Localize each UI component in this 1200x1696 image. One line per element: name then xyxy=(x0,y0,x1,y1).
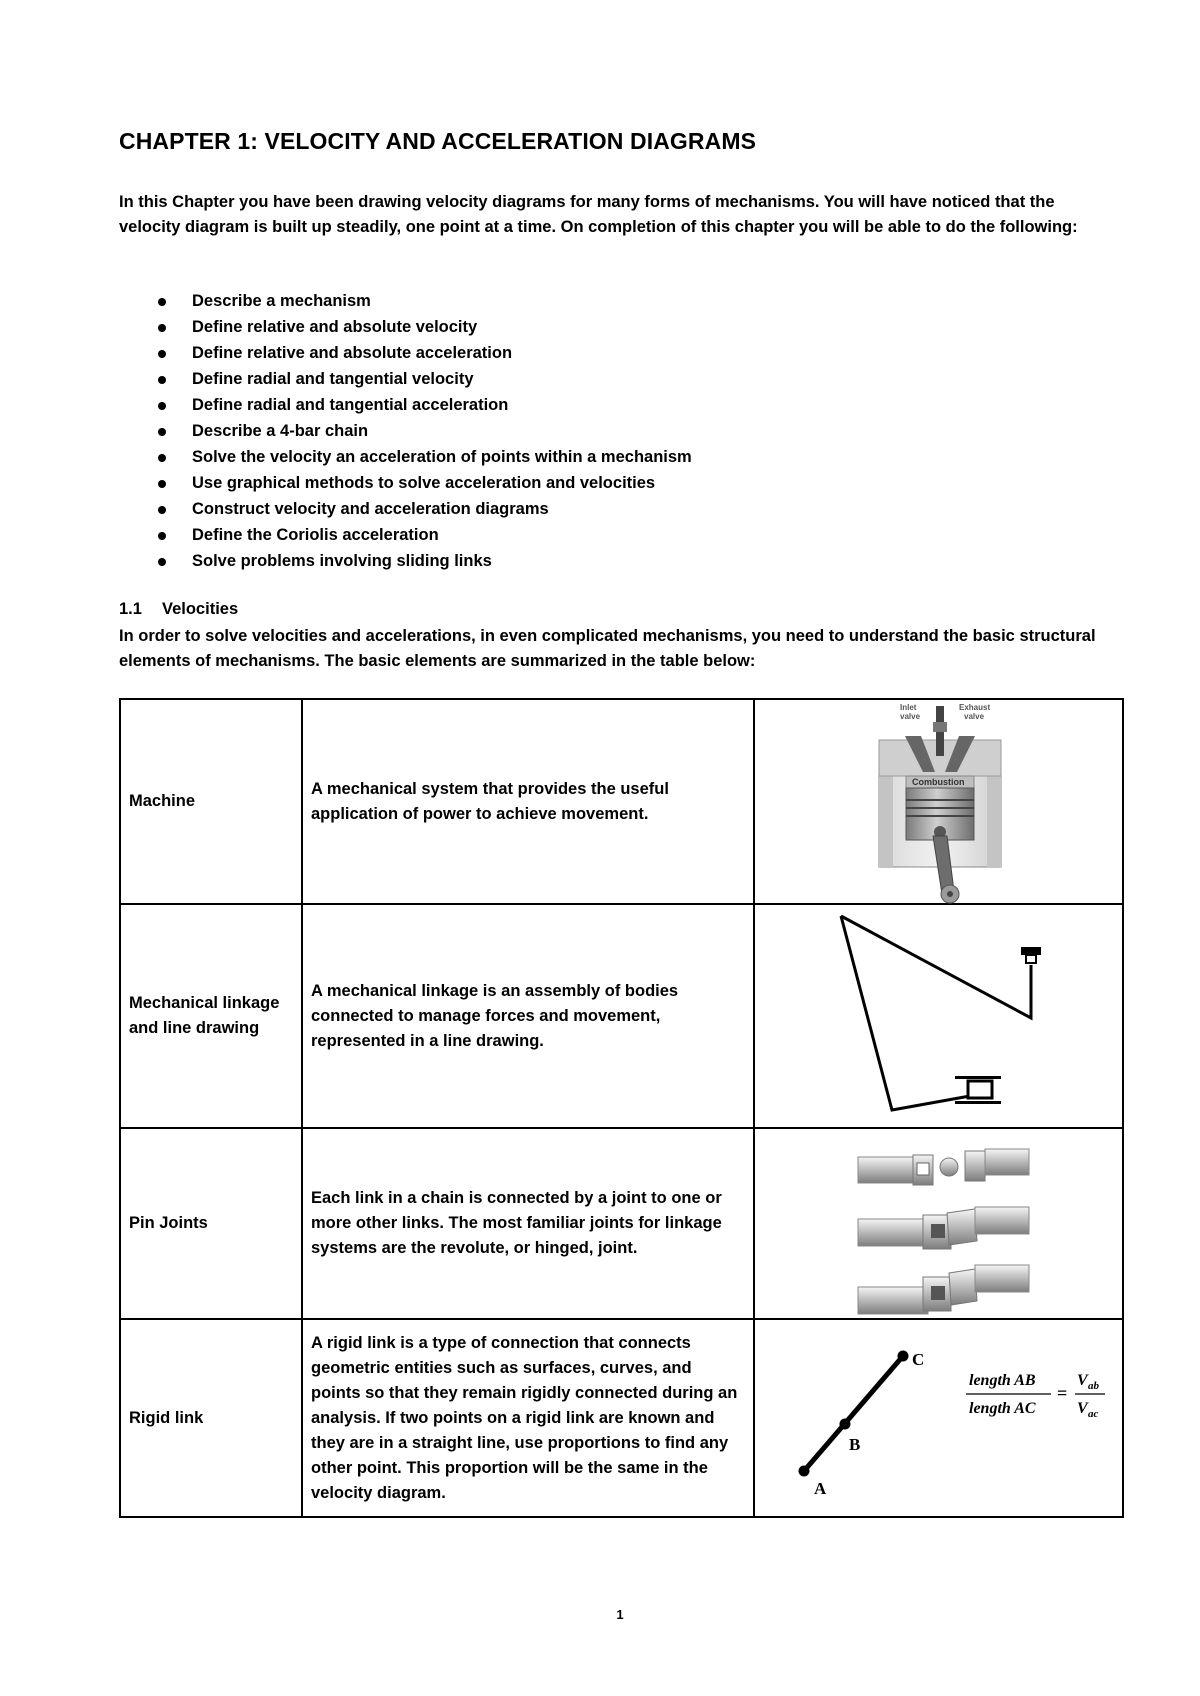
inlet-label: Inlet xyxy=(900,703,917,712)
pin-joints-illustration xyxy=(755,1129,1124,1320)
bullet-icon xyxy=(158,480,166,488)
point-b xyxy=(840,1419,851,1430)
list-item: Use graphical methods to solve acceleration and velocities xyxy=(119,470,692,496)
proportion-formula xyxy=(966,1372,1105,1420)
list-item: Describe a mechanism xyxy=(119,288,692,314)
slider-guide-bottom xyxy=(955,1101,1001,1104)
point-c-label: C xyxy=(912,1350,925,1369)
list-item: Construct velocity and acceleration diagrams xyxy=(119,496,692,522)
point-c xyxy=(898,1351,909,1362)
bullet-icon xyxy=(158,376,166,384)
bullet-icon xyxy=(158,506,166,514)
bullet-icon xyxy=(158,454,166,462)
bullet-icon xyxy=(158,428,166,436)
term-cell: Rigid link xyxy=(120,1319,302,1517)
term-cell: Mechanical linkage and line drawing xyxy=(120,904,302,1128)
formula-denominator-right: V xyxy=(1077,1400,1088,1417)
term-cell: Pin Joints xyxy=(120,1128,302,1319)
point-a xyxy=(799,1466,810,1477)
piston-engine-illustration xyxy=(755,700,1124,905)
linkage-link xyxy=(841,916,1031,1018)
description-cell: A mechanical linkage is an assembly of bodies connected to manage forces and movement, represented in a line drawing. xyxy=(302,904,754,1128)
slider-guide-top xyxy=(955,1076,1001,1079)
table-row xyxy=(120,1128,1123,1319)
bullet-icon xyxy=(158,298,166,306)
term-cell: Machine xyxy=(120,699,302,904)
bullet-icon xyxy=(158,532,166,540)
formula-denominator-left: length AC xyxy=(969,1400,1036,1417)
linkage-line-drawing xyxy=(755,905,1124,1129)
section-title: Velocities xyxy=(162,600,239,618)
bullet-icon xyxy=(158,402,166,410)
formula-denominator-right-subscript: ac xyxy=(1088,1408,1099,1420)
linkage-image-cell xyxy=(754,904,1123,1128)
bullet-icon xyxy=(158,350,166,358)
rigid-link-diagram xyxy=(755,1320,1124,1518)
table-row xyxy=(120,699,1123,904)
slider-block xyxy=(968,1081,992,1098)
formula-numerator-right: V xyxy=(1077,1372,1088,1389)
exhaust-label-2: valve xyxy=(964,712,985,721)
bullet-icon xyxy=(158,558,166,566)
table-row xyxy=(120,904,1123,1128)
chapter-title: CHAPTER 1: VELOCITY AND ACCELERATION DIAGRAMS xyxy=(119,128,757,154)
pin-joint-assembled xyxy=(858,1207,1029,1249)
section-number: 1.1 xyxy=(119,600,142,618)
list-item: Solve problems involving sliding links xyxy=(119,548,692,574)
exhaust-label: Exhaust xyxy=(959,703,991,712)
intro-paragraph: In this Chapter you have been drawing velocity diagrams for many forms of mechanisms. You will have noticed that the velocity diagram is built up steadily, one point at a time. On completion of this chapter you will be able to do the following: xyxy=(119,193,1078,236)
list-item: Define relative and absolute acceleration xyxy=(119,340,692,366)
list-item: Define radial and tangential velocity xyxy=(119,366,692,392)
objectives-list xyxy=(119,288,692,574)
section-body: In order to solve velocities and accelerations, in even complicated mechanisms, you need to understand the basic structural elements of mechanisms. The basic elements are summarized in the table below: xyxy=(119,627,1096,670)
list-item: Define the Coriolis acceleration xyxy=(119,522,692,548)
list-item: Describe a 4-bar chain xyxy=(119,418,692,444)
list-item: Define radial and tangential acceleration xyxy=(119,392,692,418)
section-heading xyxy=(119,600,238,619)
pin-joint-exploded xyxy=(858,1149,1029,1185)
ground-pivot-icon xyxy=(1021,947,1041,955)
description-cell: Each link in a chain is connected by a joint to one or more other links. The most familiar joints for linkage systems are the revolute, or hinged, joint. xyxy=(302,1128,754,1319)
pin-joint-angled xyxy=(858,1265,1029,1314)
combustion-label: Combustion xyxy=(912,777,965,787)
mechanism-elements-table xyxy=(119,698,1124,1518)
rigid-link-image-cell xyxy=(754,1319,1123,1517)
description-cell: A mechanical system that provides the useful application of power to achieve movement. xyxy=(302,699,754,904)
bullet-icon xyxy=(158,324,166,332)
formula-numerator-left: length AB xyxy=(969,1372,1036,1389)
page-number: 1 xyxy=(616,1607,624,1622)
list-item: Define relative and absolute velocity xyxy=(119,314,692,340)
point-a-label: A xyxy=(814,1479,827,1498)
inlet-label-2: valve xyxy=(900,712,921,721)
engine-image-cell xyxy=(754,699,1123,904)
table-row xyxy=(120,1319,1123,1517)
linkage-link xyxy=(841,916,970,1110)
formula-numerator-right-subscript: ab xyxy=(1088,1380,1099,1392)
pin-joints-image-cell xyxy=(754,1128,1123,1319)
description-cell: A rigid link is a type of connection that connects geometric entities such as surfaces, curves, and points so that they remain rigidly connected during an analysis. If two points on a rigid link are known and they are in a straight line, use proportions to find any other point. This proportion will be the same in the velocity diagram. xyxy=(302,1319,754,1517)
point-b-label: B xyxy=(849,1435,861,1454)
list-item: Solve the velocity an acceleration of points within a mechanism xyxy=(119,444,692,470)
formula-equals: = xyxy=(1057,1383,1068,1403)
